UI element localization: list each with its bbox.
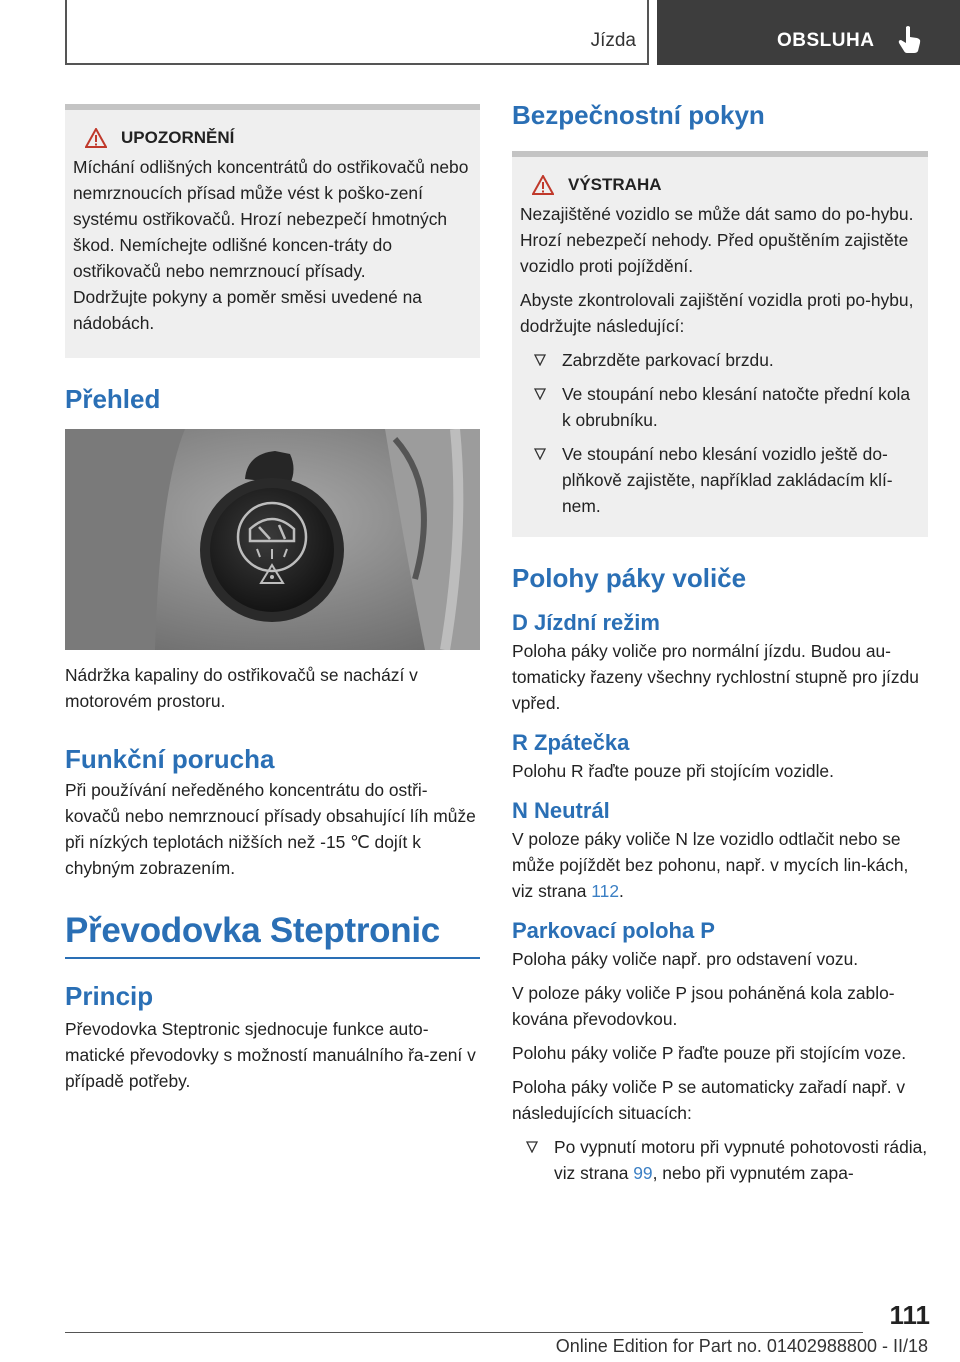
danger-title xyxy=(520,175,920,195)
bullet-text: Ve stoupání nebo klesání vozidlo ještě do-plňkově zajistěte, například zakládacím klí-nem. xyxy=(562,444,893,516)
danger-paragraph-2: Abyste zkontrolovali zajištění vozidla proti po-hybu, dodržujte následující: xyxy=(520,290,914,336)
warning-triangle-icon xyxy=(85,128,107,148)
caution-paragraph-1: Míchání odlišných koncentrátů do ostřikovačů nebo nemrznoucích přísad může vést k poško-zení systému ostřikovačů. Hrozí nebezpečí hmotných škod. Nemíchejte odlišné koncen-tráty do ostřikovačů nebo nemrznoucí přísady. xyxy=(73,157,469,281)
page-link-112[interactable]: 112 xyxy=(591,881,619,901)
list-item xyxy=(512,1134,928,1186)
overview-caption: Nádržka kapaliny do ostřikovačů se nachází v motorovém prostoru. xyxy=(65,665,418,711)
malfunction-heading: Funkční porucha xyxy=(65,744,275,774)
principle-text: Převodovka Steptronic sjednocuje funkce auto-matické převodovky s možností manuálního řa-zení v případě potřeby. xyxy=(65,1019,476,1091)
malfunction-text: Při používání neředěného koncentrátu do ostři-kovačů nebo nemrznoucí přísady obsahující líh může při nízkých teplotách nižších než -15 ℃ dojít k chybným zobrazením. xyxy=(65,780,476,878)
steptronic-chapter-heading: Převodovka Steptronic xyxy=(65,911,440,950)
bullet-triangle-icon xyxy=(534,388,546,400)
bullet-text: Zabrzděte parkovací brzdu. xyxy=(562,350,774,370)
right-column xyxy=(512,100,928,1186)
bullet-text: Ve stoupání nebo klesání natočte přední kola k obrubníku. xyxy=(562,384,911,430)
bullet-triangle-icon xyxy=(534,448,546,460)
header-frame-left xyxy=(65,0,67,65)
footer-edition-text: Online Edition for Part no. 01402988800 - II/18 xyxy=(555,1336,928,1356)
header-chapter-label: OBSLUHA xyxy=(777,30,875,51)
park-text-4: Poloha páky voliče P se automaticky zařadí např. v následujících situacích: xyxy=(512,1077,906,1123)
caution-title xyxy=(73,128,472,148)
footer-divider xyxy=(65,1332,863,1333)
park-text-1: Poloha páky voliče např. pro odstavení vozu. xyxy=(512,949,859,969)
reservoir-cap-illustration xyxy=(65,429,480,650)
washer-fluid-reservoir-photo xyxy=(65,429,480,650)
bullet-triangle-icon xyxy=(526,1141,538,1153)
bullet-text-end: , nebo při vypnutém zapa- xyxy=(652,1163,854,1183)
overview-heading: Přehled xyxy=(65,384,161,414)
park-text-3: Polohu páky voliče P řaďte pouze při stojícím voze. xyxy=(512,1043,907,1063)
drive-mode-text: Poloha páky voliče pro normální jízdu. Budou au-tomaticky řazeny všechny rychlostní stupně pro jízdu vpřed. xyxy=(512,641,919,713)
reverse-text: Polohu R řaďte pouze při stojícím vozidle. xyxy=(512,761,834,781)
danger-box xyxy=(512,151,928,537)
bullet-text-main: Po vypnutí motoru při vypnuté pohotovosti rádia, viz strana xyxy=(554,1137,928,1183)
header-frame-bottom xyxy=(65,63,649,65)
caution-paragraph-2: Dodržujte pokyny a poměr směsi uvedené na nádobách. xyxy=(73,287,422,333)
safety-heading: Bezpečnostní pokyn xyxy=(512,100,765,130)
drive-mode-heading: D Jízdní režim xyxy=(512,610,660,635)
park-text-2: V poloze páky voliče P jsou poháněná kola zablo-kována převodovkou. xyxy=(512,983,895,1029)
header-section-title: Jízda xyxy=(590,30,636,51)
neutral-text-end: . xyxy=(619,881,624,901)
principle-heading: Princip xyxy=(65,981,154,1011)
caution-text xyxy=(73,154,472,336)
danger-bullet-list xyxy=(520,347,920,519)
selector-positions-heading: Polohy páky voliče xyxy=(512,563,747,593)
neutral-text-main: V poloze páky voliče N lze vozidlo odtlačit nebo se může pojíždět bez pohonu, např. v mycích lin-kách, viz strana xyxy=(512,829,909,901)
list-item xyxy=(520,381,920,433)
bullet-triangle-icon xyxy=(534,354,546,366)
hand-pointer-icon xyxy=(897,24,923,54)
list-item xyxy=(520,441,920,519)
danger-title-text: VÝSTRAHA xyxy=(568,175,662,194)
reverse-heading: R Zpátečka xyxy=(512,730,630,755)
page-link-99[interactable]: 99 xyxy=(633,1163,653,1183)
left-column xyxy=(65,104,480,1094)
danger-paragraph-1: Nezajištěné vozidlo se může dát samo do po-hybu. Hrozí nebezpečí nehody. Před opuštěním zajistěte vozidlo proti pojíždění. xyxy=(520,204,914,276)
danger-text xyxy=(520,201,920,339)
caution-box xyxy=(65,104,480,358)
park-bullet-list xyxy=(512,1134,928,1186)
neutral-heading: N Neutrál xyxy=(512,798,610,823)
header-frame-right xyxy=(647,0,649,65)
list-item xyxy=(520,347,920,373)
page-number: 111 xyxy=(889,1300,930,1330)
neutral-text xyxy=(512,826,928,904)
park-heading: Parkovací poloha P xyxy=(512,918,715,943)
caution-title-text: UPOZORNĚNÍ xyxy=(121,128,235,147)
warning-triangle-icon xyxy=(532,175,554,195)
chapter-underline xyxy=(65,957,480,959)
header-chapter-tab[interactable] xyxy=(657,0,960,65)
